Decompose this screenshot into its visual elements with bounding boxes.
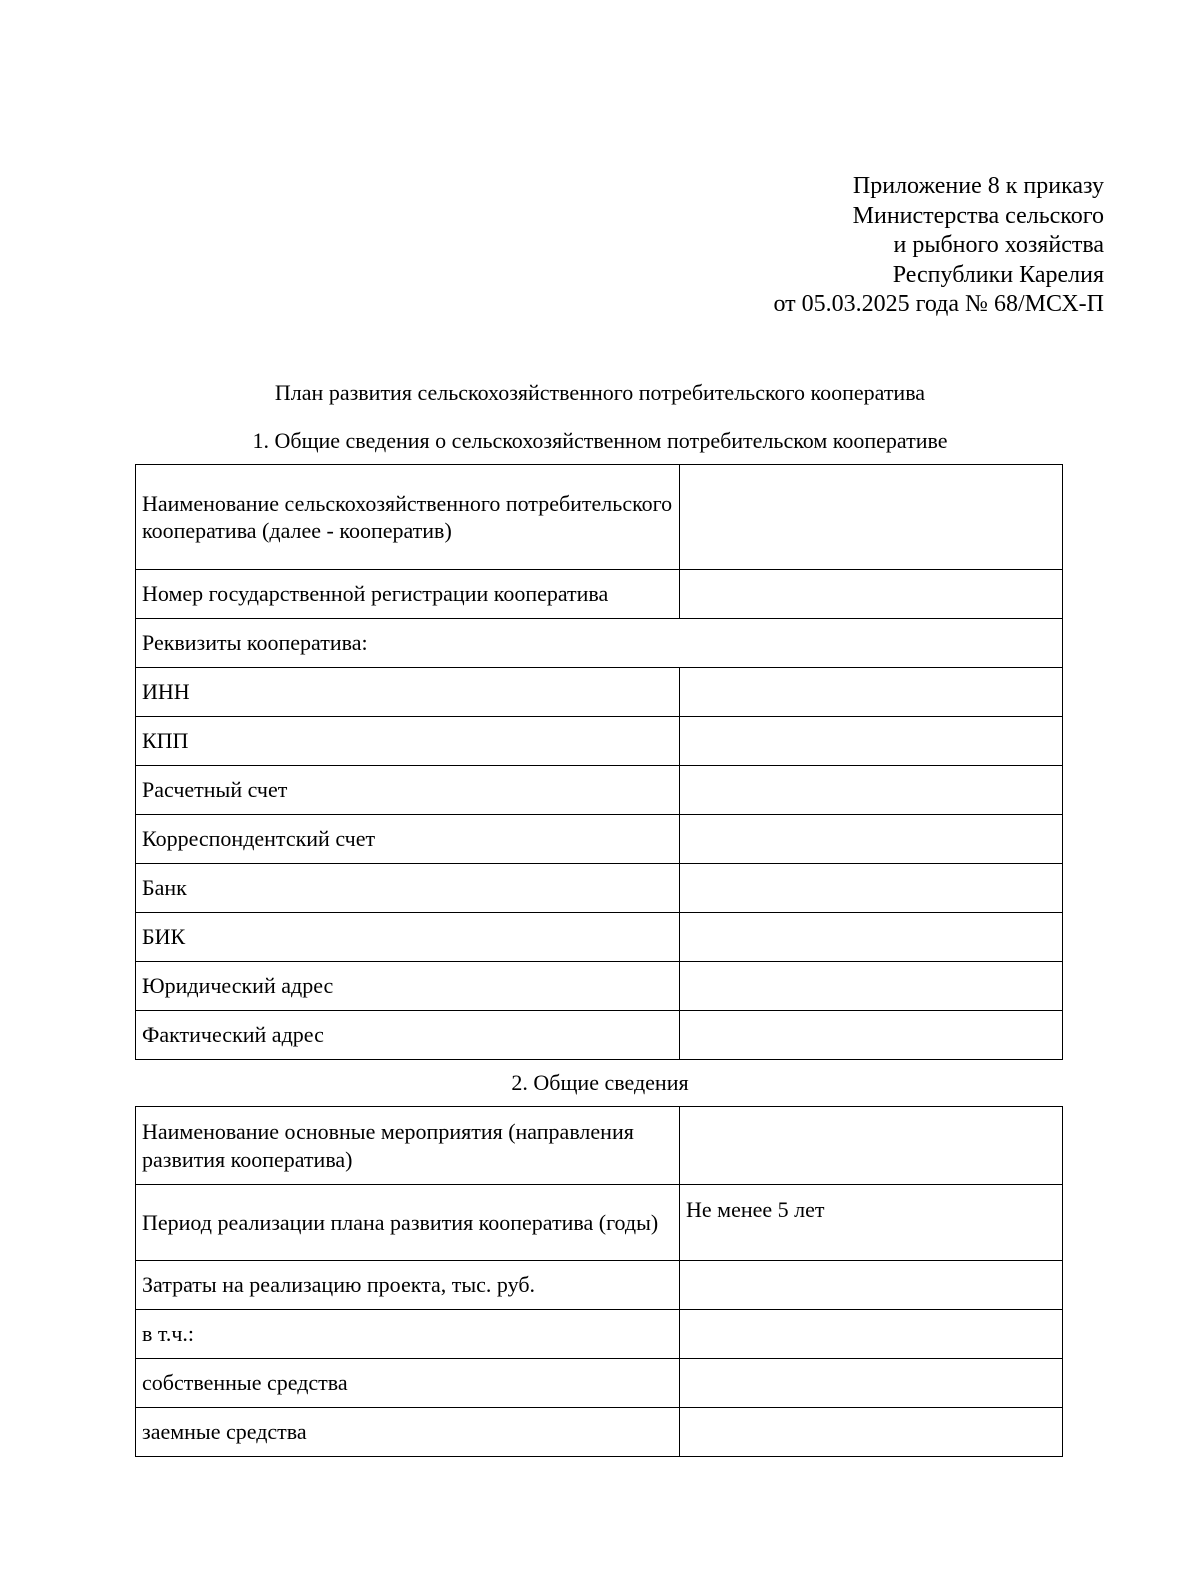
row-label: Юридический адрес bbox=[136, 962, 680, 1011]
row-label: Затраты на реализацию проекта, тыс. руб. bbox=[136, 1261, 680, 1310]
table-row bbox=[136, 1011, 1063, 1060]
row-label: Период реализации плана развития кооператива (годы) bbox=[136, 1185, 680, 1261]
value-field[interactable] bbox=[680, 962, 1063, 1011]
value-field[interactable] bbox=[680, 1011, 1063, 1060]
table-row bbox=[136, 619, 1063, 668]
value-field[interactable] bbox=[680, 717, 1063, 766]
general-info-table bbox=[135, 1106, 1063, 1457]
table-row bbox=[136, 1185, 1063, 1261]
table-row bbox=[136, 1359, 1063, 1408]
table-row bbox=[136, 766, 1063, 815]
value-field[interactable] bbox=[680, 1261, 1063, 1310]
row-label: Номер государственной регистрации кооператива bbox=[136, 570, 680, 619]
value-field[interactable] bbox=[680, 864, 1063, 913]
appendix-line: Приложение 8 к приказу bbox=[852, 173, 1104, 199]
cooperative-info-table bbox=[135, 464, 1063, 1060]
requisites-header: Реквизиты кооператива: bbox=[136, 619, 1063, 668]
value-field[interactable] bbox=[680, 766, 1063, 815]
row-label: Банк bbox=[136, 864, 680, 913]
value-field[interactable]: Не менее 5 лет bbox=[680, 1185, 1063, 1261]
document-title: План развития сельскохозяйственного потребительского кооператива bbox=[274, 380, 926, 405]
row-label: Наименование сельскохозяйственного потребительского кооператива (далее - кооператив) bbox=[136, 465, 680, 570]
table-row bbox=[136, 913, 1063, 962]
appendix-line: и рыбного хозяйства bbox=[893, 232, 1104, 258]
section-2-title: 2. Общие сведения bbox=[511, 1070, 689, 1095]
row-label: КПП bbox=[136, 717, 680, 766]
row-label: Фактический адрес bbox=[136, 1011, 680, 1060]
row-label: заемные средства bbox=[136, 1408, 680, 1457]
value-field[interactable] bbox=[680, 1408, 1063, 1457]
table-row bbox=[136, 1408, 1063, 1457]
appendix-line: Министерства сельского bbox=[852, 202, 1104, 229]
value-field[interactable] bbox=[680, 815, 1063, 864]
value-field[interactable] bbox=[680, 465, 1063, 570]
value-field[interactable] bbox=[680, 570, 1063, 619]
appendix-line: от 05.03.2025 года № 68/МСХ-П bbox=[773, 291, 1104, 317]
value-field[interactable] bbox=[680, 913, 1063, 962]
row-label: Наименование основные мероприятия (направления развития кооператива) bbox=[136, 1107, 680, 1185]
row-label: ИНН bbox=[136, 668, 680, 717]
row-label: Расчетный счет bbox=[136, 766, 680, 815]
table-row bbox=[136, 962, 1063, 1011]
row-label: БИК bbox=[136, 913, 680, 962]
row-label: Корреспондентский счет bbox=[136, 815, 680, 864]
table-row bbox=[136, 864, 1063, 913]
table-row bbox=[136, 717, 1063, 766]
table-row bbox=[136, 668, 1063, 717]
row-label: собственные средства bbox=[136, 1359, 680, 1408]
value-field[interactable] bbox=[680, 668, 1063, 717]
appendix-header bbox=[773, 172, 1104, 320]
value-field[interactable] bbox=[680, 1359, 1063, 1408]
value-field[interactable] bbox=[680, 1107, 1063, 1185]
table-row bbox=[136, 1107, 1063, 1185]
table-row bbox=[136, 465, 1063, 570]
table-row bbox=[136, 1310, 1063, 1359]
section-1-title: 1. Общие сведения о сельскохозяйственном потребительском кооперативе bbox=[252, 428, 948, 453]
appendix-line: Республики Карелия bbox=[892, 261, 1104, 288]
table-row bbox=[136, 1261, 1063, 1310]
table-row bbox=[136, 815, 1063, 864]
table-row bbox=[136, 570, 1063, 619]
row-label: в т.ч.: bbox=[136, 1310, 680, 1359]
value-field[interactable] bbox=[680, 1310, 1063, 1359]
